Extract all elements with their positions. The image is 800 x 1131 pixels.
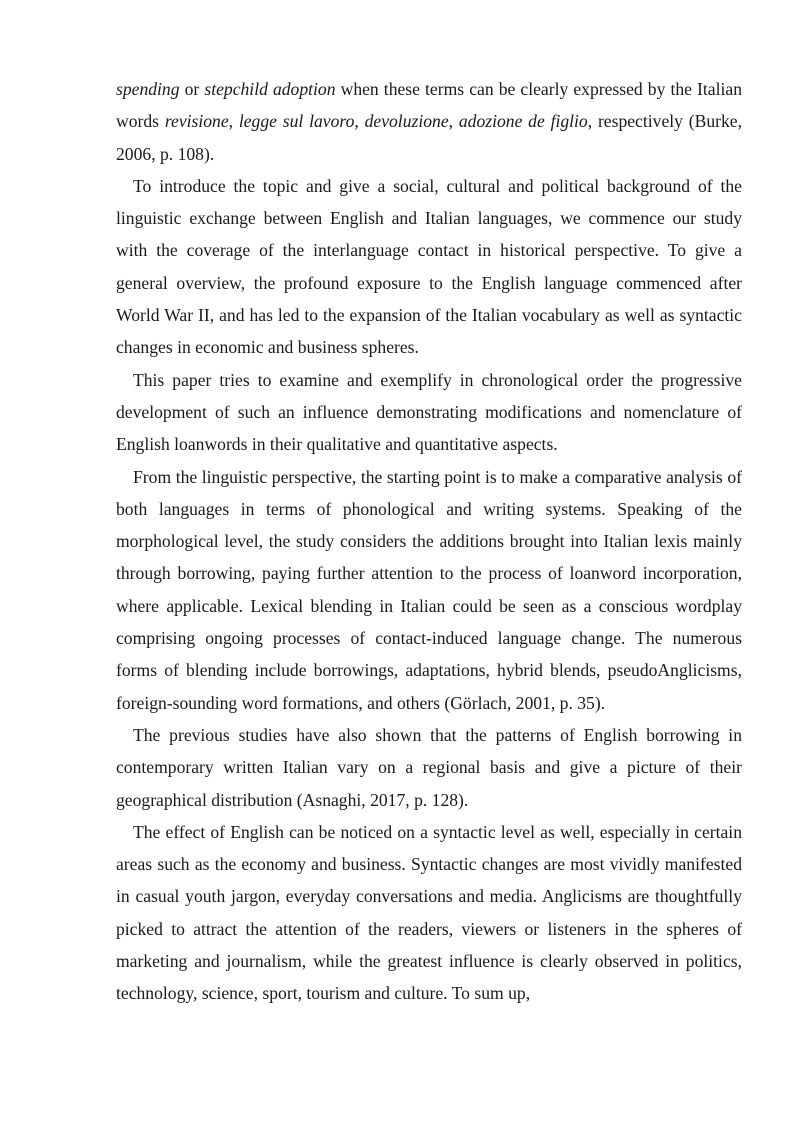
paragraph-previous-studies: The previous studies have also shown that the patterns of English borrowing in contemporary written Italian vary on a regional basis and give a picture of their geographical distribution (Asnaghi, 2017, p. 128). [116, 724, 742, 810]
italic-term: revisione [164, 111, 229, 132]
document-page [116, 73, 742, 1010]
paragraph-aim: This paper tries to examine and exemplify in chronological order the progressive development of such an influence demonstrating modifications and nomenclature of English loanwords in their qualitative and quantitative aspects. [116, 369, 742, 455]
italic-term: legge sul lavoro [238, 111, 355, 132]
paragraph-syntactic-effect: The effect of English can be noticed on a syntactic level as well, especially in certain areas such as the economy and business. Syntactic changes are most vividly manifested in casual youth jargon, everyday conversations and media. Anglicisms are thoughtfully picked to attract the attention of the readers, viewers or listeners in the spheres of marketing and journalism, while the greatest influence is clearly observed in politics, technology, science, sport, tourism and culture. To sum up, [116, 821, 742, 1004]
italic-term: spending [116, 79, 180, 99]
italic-term: stepchild adoption [204, 79, 336, 99]
paragraph-continuation: spending or stepchild adoption when these terms can be clearly expressed by the Italian words revisione, legge sul lavoro, devoluzione, adozione de figlio, respectively (Burke, 2006, p. 108). [116, 79, 742, 164]
paragraph-linguistic-perspective: From the linguistic perspective, the starting point is to make a comparative analysis of both languages in terms of phonological and writing systems. Speaking of the morphological level, the study considers the additions brought into Italian lexis mainly through borrowing, paying further attention to the process of loanword incorporation, where applicable. Lexical blending in Italian could be seen as a conscious wordplay comprising ongoing processes of contact-induced language change. The numerous forms of blending include borrowings, adaptations, hybrid blends, pseudoAnglicisms, foreign-sounding word formations, and others (Görlach, 2001, p. 35). [116, 466, 742, 713]
italic-term: adozione de figlio [458, 111, 588, 132]
paragraph-introduction: To introduce the topic and give a social, cultural and political background of the linguistic exchange between English and Italian languages, we commence our study with the coverage of the interlanguage contact in historical perspective. To give a general overview, the profound exposure to the English language commenced after World War II, and has led to the expansion of the Italian vocabulary as well as syntactic changes in economic and business spheres. [116, 175, 742, 358]
italic-term: devoluzione [364, 111, 449, 132]
